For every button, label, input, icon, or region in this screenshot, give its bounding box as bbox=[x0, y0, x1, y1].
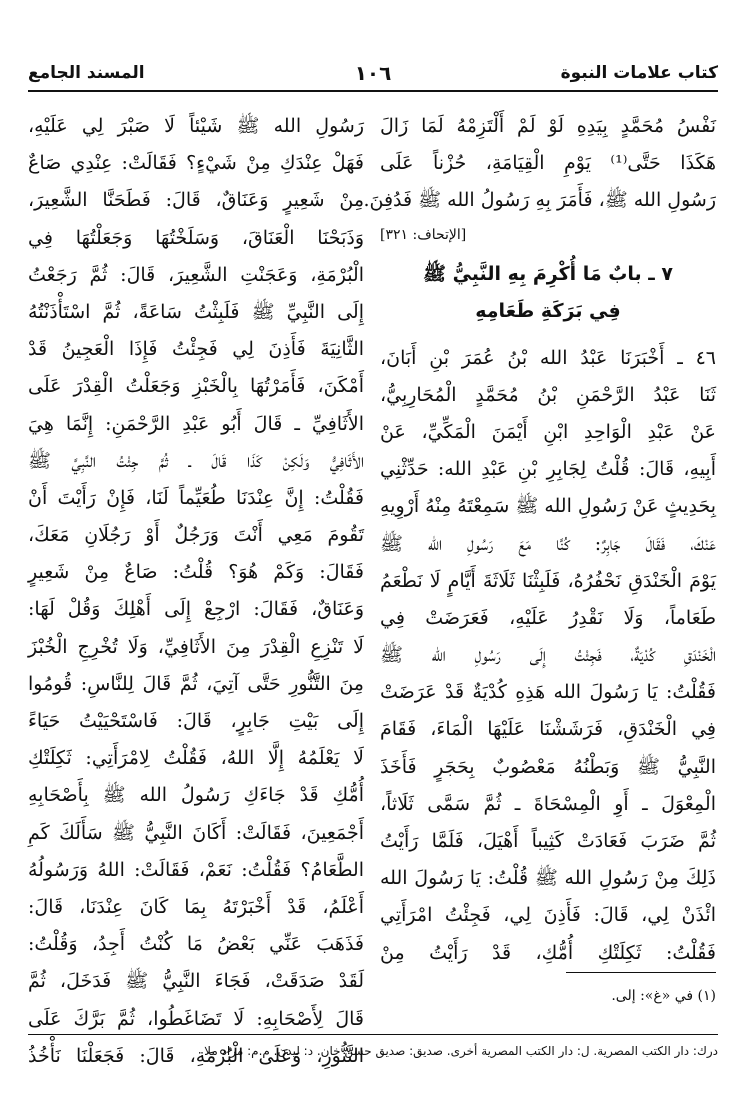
chapter-title-line: فِي بَرَكَةِ طَعَامِهِ bbox=[475, 299, 621, 322]
text-line: أُمُّكِ قَدْ جَاءَكِ رَسُولُ الله ﷺ بِأَصْحَابِهِ bbox=[28, 784, 364, 807]
right-column bbox=[363, 108, 716, 988]
page-number: ١٠٦ bbox=[354, 61, 392, 85]
text-line: قَالَ لِأَصْحَابِهِ: لَا تَضَاغَطُوا، ثُمَّ بَرَّكَ عَلَى bbox=[28, 1007, 364, 1030]
text-line: ثُمَّ ضَرَبَ فَعَادَتْ كَثِيباً أَهْيَلَ، فَلَمَّا رَأَيْتُ bbox=[380, 830, 716, 852]
text-line: فَقُلْتُ: ثَكِلَتْكِ أُمُّكِ، قَدْ رَأَيْتُ مِنْ bbox=[380, 941, 716, 964]
text-line: مِنْ شَعِيرٍ وَعَنَاقٌ، قَالَ: فَطَحَنَّا الشَّعِيرَ، bbox=[28, 189, 364, 212]
text-line: عَنْ عَبْدِ الْوَاحِدِ ابْنِ أَيْمَنَ الْمَكِّيِّ، عَنْ bbox=[380, 420, 716, 443]
text-line: فَقُلْتُ: يَا رَسُولَ الله هَذِهِ كُدْيَةٌ قَدْ عَرَضَتْ bbox=[380, 681, 716, 704]
text-line: رَسُولِ الله ﷺ شَيْئاً لَا صَبْرَ لِي عَلَيْهِ، bbox=[28, 115, 364, 137]
text-line: رَسُولِ الله ﷺ، فَأَمَرَ بِهِ رَسُولُ الله ﷺ فَدُفِنَ. bbox=[363, 189, 716, 212]
text-line: هَكَذَا حَتَّى⁽¹⁾ يَوْمِ الْقِيَامَةِ، حُزْناً عَلَى bbox=[380, 152, 716, 175]
text-line: بِحَدِيثٍ عَنْ رَسُولِ الله ﷺ سَمِعْتَهُ مِنْهُ أَرْوِيهِ bbox=[380, 495, 716, 518]
text-line: لَا تَنْزِعِ الْقِدْرَ مِنَ الأَثَافِيِّ، وَلَا تُخْرِجِ الْخُبْزَ bbox=[28, 635, 364, 658]
text-line: تَقُومَ مَعِي أَنْتَ وَرَجُلٌ أَوْ رَجُلَانِ مَعَكَ، bbox=[28, 524, 364, 547]
footnote-divider bbox=[566, 972, 716, 973]
source-reference: [الإتحاف: ٣٢١] bbox=[380, 226, 467, 243]
chapter-title-line: ٧ ـ بابٌ مَا أُكْرِمَ بِهِ النَّبِيُّ ﷺ bbox=[423, 262, 673, 285]
text-line: التَّنُّورِ، وَعَلَى الْبُرْمَةِ، قَالَ: فَجَعَلْنَا نَأْخُذُ bbox=[28, 1044, 364, 1067]
text-line: فَقَالَ: وَكَمْ هُوَ؟ قُلْتُ: صَاعٌ مِنْ شَعِيرٍ bbox=[28, 561, 364, 584]
text-line: الْبُرْمَةِ، وَعَجَنْتِ الشَّعِيرَ، قَالَ: ثُمَّ رَجَعْتُ bbox=[28, 263, 364, 286]
text-line: النَّبِيُّ ﷺ وَبَطْنُهُ مَعْصُوبٌ بِحَجَرٍ فَأَخَذَ bbox=[380, 755, 716, 778]
text-line: وَعَنَاقٌ، فَقَالَ: ارْجِعْ إِلَى أَهْلِكَ وَقُلْ لَهَا: bbox=[28, 598, 364, 621]
text-line: وَذَبَحْنَا الْعَنَاقَ، وَسَلَخْتُهَا وَجَعَلْتُهَا فِي bbox=[28, 226, 364, 249]
chapter-heading bbox=[380, 256, 716, 330]
text-line: مِنَ التَّنُّورِ حَتَّى آتِيَ، ثُمَّ قَالَ لِلنَّاسِ: قُومُوا bbox=[28, 672, 364, 695]
text-line: أَعْلَمُ، قَدْ أَخْبَرْتَهُ بِمَا كَانَ عِنْدَنَا، قَالَ: bbox=[28, 895, 364, 918]
text-line: ذَلِكَ مِنْ رَسُولِ الله ﷺ قُلْتُ: يَا رَسُولَ الله bbox=[380, 867, 716, 890]
text-line: الْمِعْوَلَ ـ أَوِ الْمِسْحَاةَ ـ ثُمَّ سَمَّى ثَلَاثاً، bbox=[380, 792, 716, 815]
text-line: أَمْكَنَ، فَأَمَرْتُهَا بِالْخَبْزِ وَجَعَلْتُ الْقِدْرَ عَلَى bbox=[28, 375, 364, 398]
page-number-wrap bbox=[28, 56, 718, 90]
left-column bbox=[28, 108, 364, 1067]
text-line: فَذَهَبَ عَنِّي بَعْضُ مَا كُنْتُ أَجِدُ، وَقُلْتُ: bbox=[28, 933, 364, 956]
text-line: فِي الْخَنْدَقِ، فَرَشَشْنَا عَلَيْهَا الْمَاءَ، فَقَامَ bbox=[380, 718, 716, 741]
book-title: كتاب علامات النبوة bbox=[560, 63, 718, 83]
text-line: الأَثَافِيِّ ـ قَالَ أَبُو عَبْدِ الرَّحْمَنِ: إِنَّمَا هِيَ bbox=[28, 412, 364, 435]
hadith-body bbox=[380, 340, 716, 972]
text-line: فَهَلْ عِنْدَكِ مِنْ شَيْءٍ؟ فَقَالَتْ: عِنْدِي صَاعٌ bbox=[28, 152, 364, 175]
text-line: ٤٦ ـ أَخْبَرَنَا عَبْدُ الله بْنُ عُمَرَ بْنِ أَبَانَ، bbox=[380, 346, 716, 369]
text-line: لَا يَعْلَمُهُ إِلَّا اللهُ، فَقُلْتُ لِامْرَأَتِي: ثَكِلَتْكِ bbox=[28, 747, 364, 770]
text-line: لَقَدْ صَدَقَتْ، فَجَاءَ النَّبِيُّ ﷺ فَدَخَلَ، ثُمَّ bbox=[28, 970, 364, 993]
abbreviations-key: درك: دار الكتب المصرية. ل: دار الكتب المصرية أخرى. صديق: صديق حسن خان. د: ليدن. م.م: مراد ملا bbox=[204, 1044, 718, 1058]
text-line: عَنْكَ، فَقَالَ جَابِرٌ: كُنَّا مَعَ رَسُولِ الله ﷺ bbox=[380, 532, 716, 555]
text-line: أَبِيهِ، قَالَ: قُلْتُ لِجَابِرِ بْنِ عَبْدِ الله: حَدِّثْنِي bbox=[380, 458, 716, 481]
series-title: المسند الجامع bbox=[28, 63, 145, 83]
text-line: الثَّانِيَةَ فَأَذِنَ لِي فَجِئْتُ فَإِذَا الْعَجِينُ قَدْ bbox=[28, 338, 364, 361]
text-line: فَقُلْتُ: إِنَّ عِنْدَنَا طُعَيِّماً لَنَا، فَإِنْ رَأَيْتَ أَنْ bbox=[28, 486, 364, 509]
text-line: إِلَى النَّبِيِّ ﷺ فَلَبِثْتُ سَاعَةً، ثُمَّ اسْتَأْذَنْتُهُ bbox=[28, 300, 364, 323]
text-line: الطَّعَامُ؟ فَقُلْتُ: نَعَمْ، فَقَالَتْ: اللهُ وَرَسُولُهُ bbox=[28, 858, 364, 881]
footnote: (١) في «غ»: إلى. bbox=[611, 988, 716, 1004]
text-line: أَجْمَعِينَ، فَقَالَتْ: أَكَانَ النَّبِيُّ ﷺ سَأَلَكَ كَمِ bbox=[28, 821, 364, 844]
header-divider bbox=[28, 90, 718, 92]
text-line: الأَثَافِيُّ وَلَكِنْ كَذَا قَالَ ـ ثُمَّ جِئْتُ النَّبِيَّ ﷺ bbox=[28, 449, 364, 472]
bottom-divider bbox=[28, 1034, 718, 1035]
text-line: نَفْسُ مُحَمَّدٍ بِيَدِهِ لَوْ لَمْ أَلْتَزِمْهُ لَمَا زَالَ bbox=[380, 115, 716, 137]
text-line: يَوْمَ الْخَنْدَقِ نَحْفُرُهُ، فَلَبِثْنَا ثَلَاثَةَ أَيَّامٍ لَا نَطْعَمُ bbox=[380, 569, 716, 592]
text-line: إِلَى بَيْتِ جَابِرٍ، قَالَ: فَاسْتَحْيَيْتُ حَيَاءً bbox=[28, 710, 364, 732]
text-line: ائْذَنْ لِي، قَالَ: فَأَذِنَ لِي، فَجِئْتُ امْرَأَتِي bbox=[380, 904, 716, 927]
text-line: ثَنَا عَبْدُ الرَّحْمَنِ بْنُ مُحَمَّدٍ الْمُحَارِبِيُّ، bbox=[380, 383, 716, 406]
continued-text bbox=[363, 108, 716, 220]
text-line: طَعَاماً، وَلَا نَقْدِرُ عَلَيْهِ، فَعَرَضَتْ فِي bbox=[380, 606, 716, 629]
text-line: الْخَنْدَقِ كُدْيَةٌ، فَجِئْتُ إِلَى رَسُولِ الله ﷺ bbox=[380, 644, 716, 667]
